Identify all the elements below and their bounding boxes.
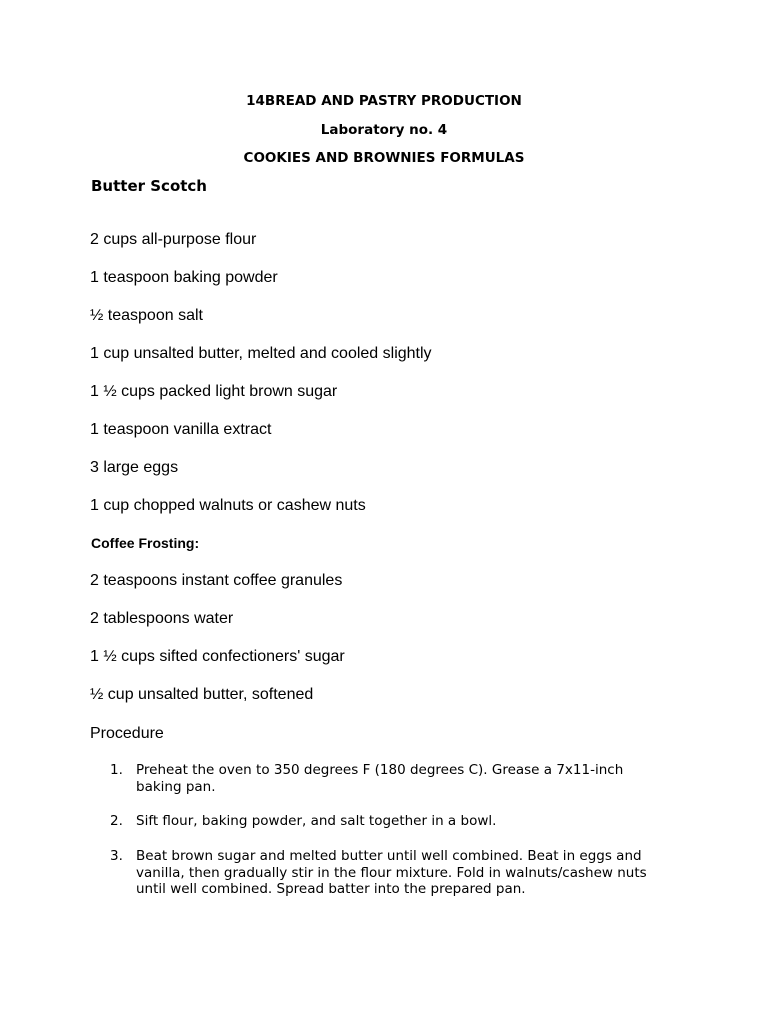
recipe-name: Butter Scotch (91, 177, 207, 195)
course-title: 14BREAD AND PASTRY PRODUCTION (246, 93, 522, 109)
topic-title: COOKIES AND BROWNIES FORMULAS (243, 150, 525, 166)
step-text: Preheat the oven to 350 degrees F (180 degrees C). Grease a 7x11-inch baking pan. (136, 762, 624, 795)
ingredient-item: 1 teaspoon baking powder (90, 269, 278, 286)
ingredient-item: 1 ½ cups packed light brown sugar (90, 383, 338, 400)
ingredient-item: 1 teaspoon vanilla extract (90, 421, 272, 438)
ingredient-item: 1 cup chopped walnuts or cashew nuts (90, 497, 366, 514)
step-text: Beat brown sugar and melted butter until well combined. Beat in eggs and vanilla, then gradually stir in the flour mixture. Fold in walnuts/cashew nuts until well combined. Spread batter into the prepared pan. (136, 848, 647, 897)
lab-title: Laboratory no. 4 (320, 122, 448, 138)
frosting-ingredient-item: 2 teaspoons instant coffee granules (90, 572, 343, 589)
ingredient-item: 3 large eggs (90, 459, 179, 476)
frosting-heading: Coffee Frosting: (91, 535, 200, 551)
step-text: Sift flour, baking powder, and salt together in a bowl. (136, 813, 497, 829)
step-number: 3. (110, 848, 123, 864)
step-number: 1. (110, 762, 123, 778)
frosting-ingredient-item: ½ cup unsalted butter, softened (90, 686, 314, 703)
procedure-heading: Procedure (90, 725, 164, 742)
frosting-ingredient-item: 1 ½ cups sifted confectioners' sugar (90, 648, 345, 665)
ingredient-item: 2 cups all-purpose flour (90, 231, 257, 248)
ingredient-item: ½ teaspoon salt (90, 307, 203, 324)
frosting-ingredient-item: 2 tablespoons water (90, 610, 234, 627)
ingredient-item: 1 cup unsalted butter, melted and cooled slightly (90, 345, 432, 362)
step-number: 2. (110, 813, 123, 829)
